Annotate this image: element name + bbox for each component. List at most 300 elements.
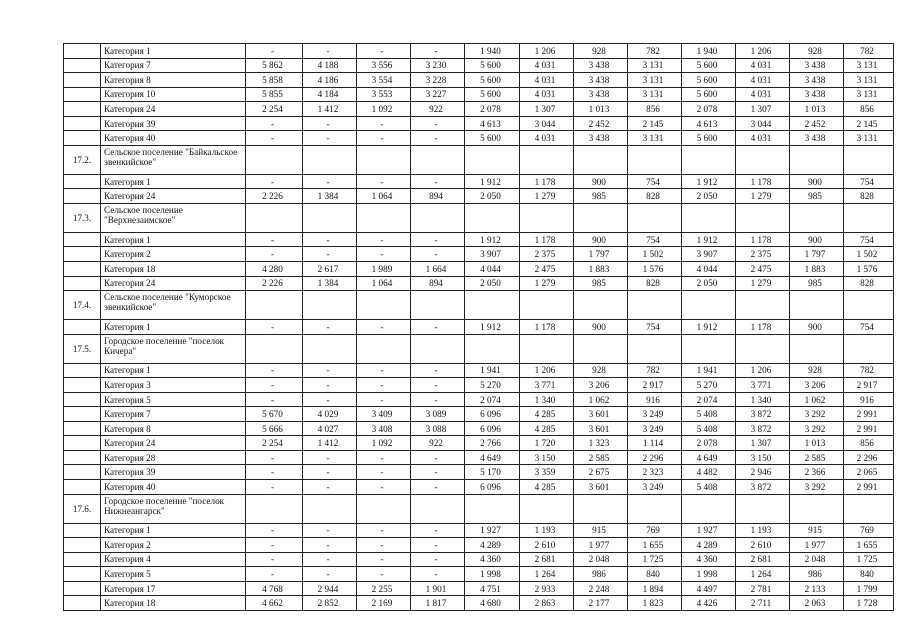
value-cell: 4 482	[682, 465, 736, 480]
value-cell	[520, 334, 574, 363]
value-cell: 894	[411, 189, 465, 204]
value-cell: -	[246, 465, 303, 480]
value-cell: 5 666	[246, 421, 303, 436]
value-cell	[736, 145, 790, 174]
value-cell: -	[411, 450, 465, 465]
value-cell: 3 249	[628, 421, 682, 436]
value-cell: 2 169	[357, 596, 411, 611]
category-label: Категория 8	[101, 73, 246, 88]
value-cell: -	[411, 44, 465, 59]
value-cell: -	[411, 320, 465, 335]
value-cell: 4 186	[303, 73, 357, 88]
value-cell: 2 375	[520, 247, 574, 262]
value-cell: -	[411, 116, 465, 131]
settlement-name: Городское поселение "поселок Кичера"	[101, 334, 246, 363]
value-cell: 1 062	[790, 392, 844, 407]
table-row	[64, 44, 894, 59]
value-cell: 2 681	[520, 552, 574, 567]
category-label: Категория 24	[101, 436, 246, 451]
category-label: Категория 1	[101, 320, 246, 335]
value-cell: 4 031	[736, 131, 790, 146]
value-cell: 1 013	[574, 102, 628, 117]
value-cell: 2 074	[465, 392, 520, 407]
value-cell: -	[246, 44, 303, 59]
value-cell: 3 771	[520, 378, 574, 393]
section-number	[64, 392, 101, 407]
value-cell: 4 031	[736, 87, 790, 102]
table-row	[64, 392, 894, 407]
section-number	[64, 538, 101, 553]
value-cell: 1 340	[736, 392, 790, 407]
value-cell: 3 227	[411, 87, 465, 102]
value-cell: -	[303, 465, 357, 480]
value-cell: 4 649	[465, 450, 520, 465]
value-cell: 1 912	[682, 320, 736, 335]
value-cell: 2 078	[465, 102, 520, 117]
value-cell	[844, 334, 894, 363]
value-cell	[357, 291, 411, 320]
value-cell: 3 907	[465, 247, 520, 262]
value-cell	[682, 494, 736, 523]
value-cell: 3 872	[736, 480, 790, 495]
value-cell: 3 150	[736, 450, 790, 465]
value-cell: 1 797	[574, 247, 628, 262]
value-cell	[465, 145, 520, 174]
value-cell: 3 907	[682, 247, 736, 262]
value-cell: 3 150	[520, 450, 574, 465]
value-cell: 1 062	[574, 392, 628, 407]
value-cell: 986	[574, 567, 628, 582]
value-cell: 1 064	[357, 189, 411, 204]
value-cell: 986	[790, 567, 844, 582]
value-cell	[844, 291, 894, 320]
category-label: Категория 17	[101, 581, 246, 596]
value-cell: 1 977	[574, 538, 628, 553]
value-cell: 1 883	[574, 262, 628, 277]
section-number	[64, 480, 101, 495]
value-cell: 2 946	[736, 465, 790, 480]
value-cell	[628, 145, 682, 174]
section-number	[64, 189, 101, 204]
category-label: Категория 1	[101, 363, 246, 378]
value-cell	[790, 334, 844, 363]
value-cell: 2 248	[574, 581, 628, 596]
value-cell: 1 307	[520, 102, 574, 117]
section-header-row	[64, 203, 894, 232]
value-cell: 4 031	[520, 58, 574, 73]
value-cell: 2 048	[790, 552, 844, 567]
value-cell: 3 438	[574, 87, 628, 102]
value-cell: -	[411, 232, 465, 247]
table-row	[64, 131, 894, 146]
category-label: Категория 2	[101, 538, 246, 553]
value-cell: 1 883	[790, 262, 844, 277]
table-body	[64, 44, 894, 611]
value-cell	[465, 291, 520, 320]
value-cell	[303, 145, 357, 174]
value-cell: 782	[844, 44, 894, 59]
value-cell: 3 088	[411, 421, 465, 436]
value-cell: 1 998	[465, 567, 520, 582]
value-cell: 2 226	[246, 276, 303, 291]
settlement-name: Сельское поселение "Куморское эвенкийское"	[101, 291, 246, 320]
value-cell: -	[303, 44, 357, 59]
value-cell: 3 131	[628, 131, 682, 146]
category-label: Категория 24	[101, 276, 246, 291]
section-number	[64, 407, 101, 422]
category-label: Категория 8	[101, 421, 246, 436]
settlement-name: Городское поселение "поселок Нижнеангарск"	[101, 494, 246, 523]
value-cell	[520, 291, 574, 320]
value-cell: 2 991	[844, 421, 894, 436]
value-cell	[790, 291, 844, 320]
value-cell: 4 497	[682, 581, 736, 596]
value-cell: 1 279	[520, 276, 574, 291]
category-label: Категория 3	[101, 378, 246, 393]
value-cell: 828	[628, 189, 682, 204]
value-cell: 3 206	[790, 378, 844, 393]
table-row	[64, 436, 894, 451]
value-cell: 2 296	[844, 450, 894, 465]
value-cell: 1 894	[628, 581, 682, 596]
value-cell: 3 089	[411, 407, 465, 422]
value-cell: 1 384	[303, 276, 357, 291]
value-cell: 5 408	[682, 421, 736, 436]
value-cell	[628, 494, 682, 523]
value-cell: -	[246, 552, 303, 567]
value-cell: -	[303, 567, 357, 582]
value-cell: 3 249	[628, 407, 682, 422]
value-cell: 1 912	[465, 232, 520, 247]
value-cell: 3 409	[357, 407, 411, 422]
section-number: 17.2.	[64, 145, 101, 174]
section-header-row	[64, 291, 894, 320]
value-cell	[357, 145, 411, 174]
value-cell: 1 912	[682, 174, 736, 189]
value-cell: 5 855	[246, 87, 303, 102]
value-cell: 3 044	[736, 116, 790, 131]
value-cell: -	[303, 480, 357, 495]
value-cell: 3 131	[844, 87, 894, 102]
value-cell: 2 145	[844, 116, 894, 131]
category-label: Категория 39	[101, 465, 246, 480]
value-cell: 5 600	[465, 58, 520, 73]
value-cell: 1 912	[465, 320, 520, 335]
value-cell: 4 360	[465, 552, 520, 567]
value-cell: 1 998	[682, 567, 736, 582]
value-cell: 985	[574, 189, 628, 204]
value-cell: 900	[790, 320, 844, 335]
value-cell: 915	[790, 523, 844, 538]
value-cell: 5 600	[465, 73, 520, 88]
section-number	[64, 596, 101, 611]
value-cell: 2 585	[790, 450, 844, 465]
table-row	[64, 596, 894, 611]
value-cell: -	[411, 392, 465, 407]
value-cell: 4 280	[246, 262, 303, 277]
value-cell: 4 613	[465, 116, 520, 131]
value-cell: 922	[411, 102, 465, 117]
value-cell	[465, 494, 520, 523]
value-cell: -	[246, 392, 303, 407]
value-cell: -	[357, 523, 411, 538]
section-number	[64, 581, 101, 596]
value-cell: 1 912	[465, 174, 520, 189]
section-number	[64, 102, 101, 117]
value-cell: 3 601	[574, 480, 628, 495]
value-cell: 4 027	[303, 421, 357, 436]
value-cell: 922	[411, 436, 465, 451]
value-cell: -	[303, 378, 357, 393]
value-cell: 754	[628, 232, 682, 247]
section-number	[64, 523, 101, 538]
value-cell: 1 940	[465, 44, 520, 59]
value-cell: 1 817	[411, 596, 465, 611]
table-row	[64, 58, 894, 73]
value-cell: 3 438	[790, 58, 844, 73]
value-cell: -	[357, 392, 411, 407]
section-number	[64, 73, 101, 88]
value-cell: 1 340	[520, 392, 574, 407]
value-cell: -	[411, 523, 465, 538]
value-cell	[736, 291, 790, 320]
tariff-table	[63, 43, 894, 611]
value-cell	[682, 334, 736, 363]
value-cell: 828	[844, 276, 894, 291]
value-cell: 1 092	[357, 436, 411, 451]
section-number	[64, 247, 101, 262]
category-label: Категория 18	[101, 262, 246, 277]
value-cell: 754	[844, 232, 894, 247]
value-cell: -	[411, 378, 465, 393]
value-cell: 856	[844, 436, 894, 451]
value-cell: 1 725	[628, 552, 682, 567]
value-cell: 3 771	[736, 378, 790, 393]
value-cell: -	[411, 465, 465, 480]
value-cell: -	[303, 523, 357, 538]
value-cell: 1 989	[357, 262, 411, 277]
value-cell: 3 872	[736, 407, 790, 422]
value-cell: 1 799	[844, 581, 894, 596]
value-cell: 928	[574, 363, 628, 378]
value-cell: 2 917	[844, 378, 894, 393]
value-cell: 928	[574, 44, 628, 59]
value-cell	[246, 291, 303, 320]
value-cell: -	[246, 567, 303, 582]
value-cell: 1 664	[411, 262, 465, 277]
value-cell: 4 285	[520, 480, 574, 495]
value-cell: -	[357, 116, 411, 131]
value-cell: 1 264	[520, 567, 574, 582]
value-cell	[844, 494, 894, 523]
value-cell: -	[303, 247, 357, 262]
value-cell: 4 751	[465, 581, 520, 596]
value-cell: 1 720	[520, 436, 574, 451]
section-header-row	[64, 334, 894, 363]
value-cell: 1 502	[844, 247, 894, 262]
table-row	[64, 407, 894, 422]
value-cell: -	[246, 538, 303, 553]
value-cell	[357, 334, 411, 363]
value-cell: 2 610	[736, 538, 790, 553]
value-cell: 2 991	[844, 480, 894, 495]
value-cell: 3 438	[574, 58, 628, 73]
value-cell: 2 366	[790, 465, 844, 480]
value-cell: 856	[628, 102, 682, 117]
table-row	[64, 523, 894, 538]
value-cell: 782	[628, 44, 682, 59]
value-cell: 3 131	[628, 87, 682, 102]
category-label: Категория 2	[101, 247, 246, 262]
value-cell: 2 863	[520, 596, 574, 611]
value-cell: -	[357, 363, 411, 378]
section-number: 17.6.	[64, 494, 101, 523]
value-cell: 5 862	[246, 58, 303, 73]
value-cell: 2 074	[682, 392, 736, 407]
value-cell: 3 131	[628, 58, 682, 73]
category-label: Категория 1	[101, 174, 246, 189]
value-cell: 2 917	[628, 378, 682, 393]
value-cell: 985	[790, 189, 844, 204]
table-row	[64, 378, 894, 393]
value-cell: 1 384	[303, 189, 357, 204]
section-number	[64, 116, 101, 131]
value-cell: 2 078	[682, 102, 736, 117]
value-cell: -	[411, 538, 465, 553]
category-label: Категория 1	[101, 232, 246, 247]
value-cell: -	[411, 247, 465, 262]
value-cell: -	[303, 116, 357, 131]
value-cell: 3 438	[790, 131, 844, 146]
value-cell	[303, 203, 357, 232]
value-cell: 840	[628, 567, 682, 582]
value-cell: 1 064	[357, 276, 411, 291]
value-cell: 2 050	[465, 189, 520, 204]
value-cell: 4 613	[682, 116, 736, 131]
value-cell: 1 092	[357, 102, 411, 117]
value-cell: 4 031	[520, 87, 574, 102]
value-cell: 3 601	[574, 407, 628, 422]
section-number: 17.3.	[64, 203, 101, 232]
category-label: Категория 24	[101, 189, 246, 204]
value-cell: -	[357, 480, 411, 495]
value-cell: -	[357, 538, 411, 553]
value-cell: -	[303, 174, 357, 189]
value-cell	[303, 334, 357, 363]
value-cell: 3 292	[790, 480, 844, 495]
value-cell: 4 029	[303, 407, 357, 422]
table-row	[64, 465, 894, 480]
value-cell: -	[246, 232, 303, 247]
value-cell: 900	[574, 174, 628, 189]
value-cell: 3 408	[357, 421, 411, 436]
section-number	[64, 465, 101, 480]
value-cell: 1 206	[736, 44, 790, 59]
value-cell: 5 600	[682, 131, 736, 146]
value-cell: -	[303, 131, 357, 146]
value-cell: 5 170	[465, 465, 520, 480]
value-cell: 5 408	[682, 407, 736, 422]
table-row	[64, 102, 894, 117]
value-cell: 856	[844, 102, 894, 117]
section-number	[64, 58, 101, 73]
value-cell	[357, 494, 411, 523]
value-cell	[520, 203, 574, 232]
value-cell: 5 408	[682, 480, 736, 495]
value-cell: 5 600	[465, 131, 520, 146]
value-cell: 3 044	[520, 116, 574, 131]
value-cell: 4 768	[246, 581, 303, 596]
value-cell: 4 031	[736, 58, 790, 73]
value-cell: 2 766	[465, 436, 520, 451]
value-cell	[682, 203, 736, 232]
value-cell: 3 554	[357, 73, 411, 88]
value-cell: 894	[411, 276, 465, 291]
value-cell: 3 292	[790, 421, 844, 436]
value-cell: 1 941	[682, 363, 736, 378]
value-cell: 1 912	[682, 232, 736, 247]
value-cell: 1 264	[736, 567, 790, 582]
category-label: Категория 7	[101, 407, 246, 422]
value-cell	[790, 203, 844, 232]
value-cell: 1 655	[628, 538, 682, 553]
section-number	[64, 567, 101, 582]
value-cell: 3 228	[411, 73, 465, 88]
value-cell: 2 675	[574, 465, 628, 480]
value-cell: 2 375	[736, 247, 790, 262]
value-cell: 1 307	[736, 102, 790, 117]
value-cell	[411, 291, 465, 320]
value-cell: 3 230	[411, 58, 465, 73]
value-cell: -	[246, 450, 303, 465]
value-cell: 1 940	[682, 44, 736, 59]
value-cell: 900	[574, 320, 628, 335]
value-cell: 5 270	[465, 378, 520, 393]
value-cell: 4 289	[465, 538, 520, 553]
value-cell: 782	[628, 363, 682, 378]
section-number	[64, 87, 101, 102]
value-cell: 1 655	[844, 538, 894, 553]
value-cell: 3 359	[520, 465, 574, 480]
value-cell: 3 131	[844, 73, 894, 88]
value-cell: 4 285	[520, 421, 574, 436]
value-cell: 4 031	[520, 131, 574, 146]
value-cell: 5 600	[682, 87, 736, 102]
value-cell: 915	[574, 523, 628, 538]
value-cell	[844, 145, 894, 174]
value-cell: -	[357, 174, 411, 189]
value-cell: 4 680	[465, 596, 520, 611]
value-cell	[790, 145, 844, 174]
value-cell: 4 044	[682, 262, 736, 277]
section-number	[64, 262, 101, 277]
value-cell	[574, 494, 628, 523]
value-cell: -	[357, 378, 411, 393]
section-header-row	[64, 145, 894, 174]
value-cell: 2 475	[736, 262, 790, 277]
value-cell: -	[246, 320, 303, 335]
value-cell	[736, 334, 790, 363]
value-cell: 1 977	[790, 538, 844, 553]
value-cell: 1 193	[520, 523, 574, 538]
section-number	[64, 174, 101, 189]
value-cell	[411, 494, 465, 523]
value-cell: 2 078	[682, 436, 736, 451]
value-cell	[520, 145, 574, 174]
value-cell: 840	[844, 567, 894, 582]
value-cell: 754	[844, 174, 894, 189]
value-cell: 2 063	[790, 596, 844, 611]
